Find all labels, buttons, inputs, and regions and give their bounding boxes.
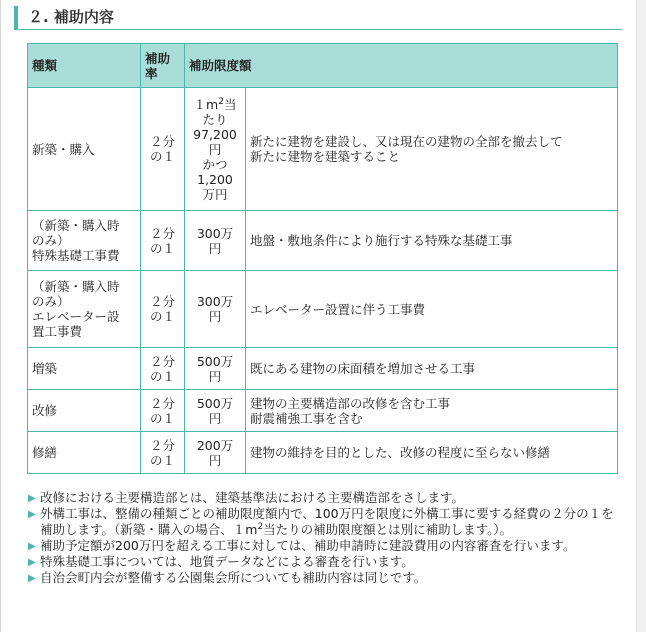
note-item: [28, 538, 618, 554]
limit-text-rest: 当 たり 97,200 円 かつ 1,200 万円: [193, 96, 237, 202]
row-desc: 新たに建物を建設し、又は現在の建物の全部を撤去して 新たに建物を建築すること: [246, 88, 618, 211]
note-item: [28, 490, 618, 506]
row-limit: 300万 円: [185, 271, 246, 348]
triangle-right-icon: ▶: [28, 557, 36, 568]
row-type: （新築・購入時 のみ） エレベーター設 置工事費: [28, 271, 141, 348]
row-type: （新築・購入時 のみ） 特殊基礎工事費: [28, 211, 141, 271]
row-desc: 既にある建物の床面積を増加させる工事: [246, 348, 618, 390]
note-text: 自治会町内会が整備する公園集会所についても補助内容は同じです。: [40, 570, 427, 585]
note-text: 改修における主要構造部とは、建築基準法における主要構造部をさします。: [40, 490, 465, 505]
row-rate: ２分 の１: [141, 432, 185, 474]
triangle-right-icon: ▶: [28, 541, 36, 552]
table-row: [28, 348, 618, 390]
row-limit: 300万 円: [185, 211, 246, 271]
note-item: [28, 570, 618, 586]
row-type: 修繕: [28, 432, 141, 474]
row-desc: エレベーター設置に伴う工事費: [246, 271, 618, 348]
row-desc: 建物の維持を目的とした、改修の程度に至らない修繕: [246, 432, 618, 474]
table-header-row: [28, 44, 618, 88]
col-header-limit: 補助限度額: [185, 44, 618, 88]
row-rate: ２分 の１: [141, 390, 185, 432]
col-header-type: 種類: [28, 44, 141, 88]
table-row: [28, 390, 618, 432]
col-header-rate: 補助率: [141, 44, 185, 88]
row-limit: [185, 88, 246, 211]
note-text: 外構工事は、整備の種類ごとの補助限度額内で、100万円を限度に外構工事に要する経費の２分の１を補助します。（新築・購入の場合、１m: [40, 506, 614, 537]
table-row: [28, 432, 618, 474]
section-heading: ２. 補助内容: [14, 6, 622, 30]
row-rate: ２分 の１: [141, 211, 185, 271]
note-item: [28, 506, 618, 538]
triangle-right-icon: ▶: [28, 509, 36, 520]
row-limit: 500万 円: [185, 390, 246, 432]
row-limit: 200万 円: [185, 432, 246, 474]
note-item: [28, 554, 618, 570]
row-type: 改修: [28, 390, 141, 432]
row-desc: 地盤・敷地条件により施行する特殊な基礎工事: [246, 211, 618, 271]
note-text-rest: 当たりの補助限度額とは別に補助します。）。: [263, 522, 513, 537]
row-rate: ２分 の１: [141, 271, 185, 348]
row-rate: ２分 の１: [141, 348, 185, 390]
notes-list: [28, 490, 618, 586]
row-type: 増築: [28, 348, 141, 390]
subsidy-table: [27, 43, 618, 474]
note-text: 特殊基礎工事については、地質データなどによる審査を行います。: [40, 554, 414, 569]
superscript-2: 2: [218, 96, 224, 107]
table-row: [28, 271, 618, 348]
row-desc: 建物の主要構造部の改修を含む工事 耐震補強工事を含む: [246, 390, 618, 432]
superscript-2: 2: [257, 521, 264, 532]
table-row: [28, 211, 618, 271]
scrollbar[interactable]: [636, 0, 646, 632]
table-row: [28, 88, 618, 211]
triangle-right-icon: ▶: [28, 493, 36, 504]
row-limit: 500万 円: [185, 348, 246, 390]
note-text: 補助予定額が200万円を超える工事に対しては、補助申請時に建設費用の内容審査を行います。: [40, 538, 576, 553]
limit-text: １m: [193, 96, 219, 112]
row-type: 新築・購入: [28, 88, 141, 211]
triangle-right-icon: ▶: [28, 573, 36, 584]
row-rate: ２分 の１: [141, 88, 185, 211]
